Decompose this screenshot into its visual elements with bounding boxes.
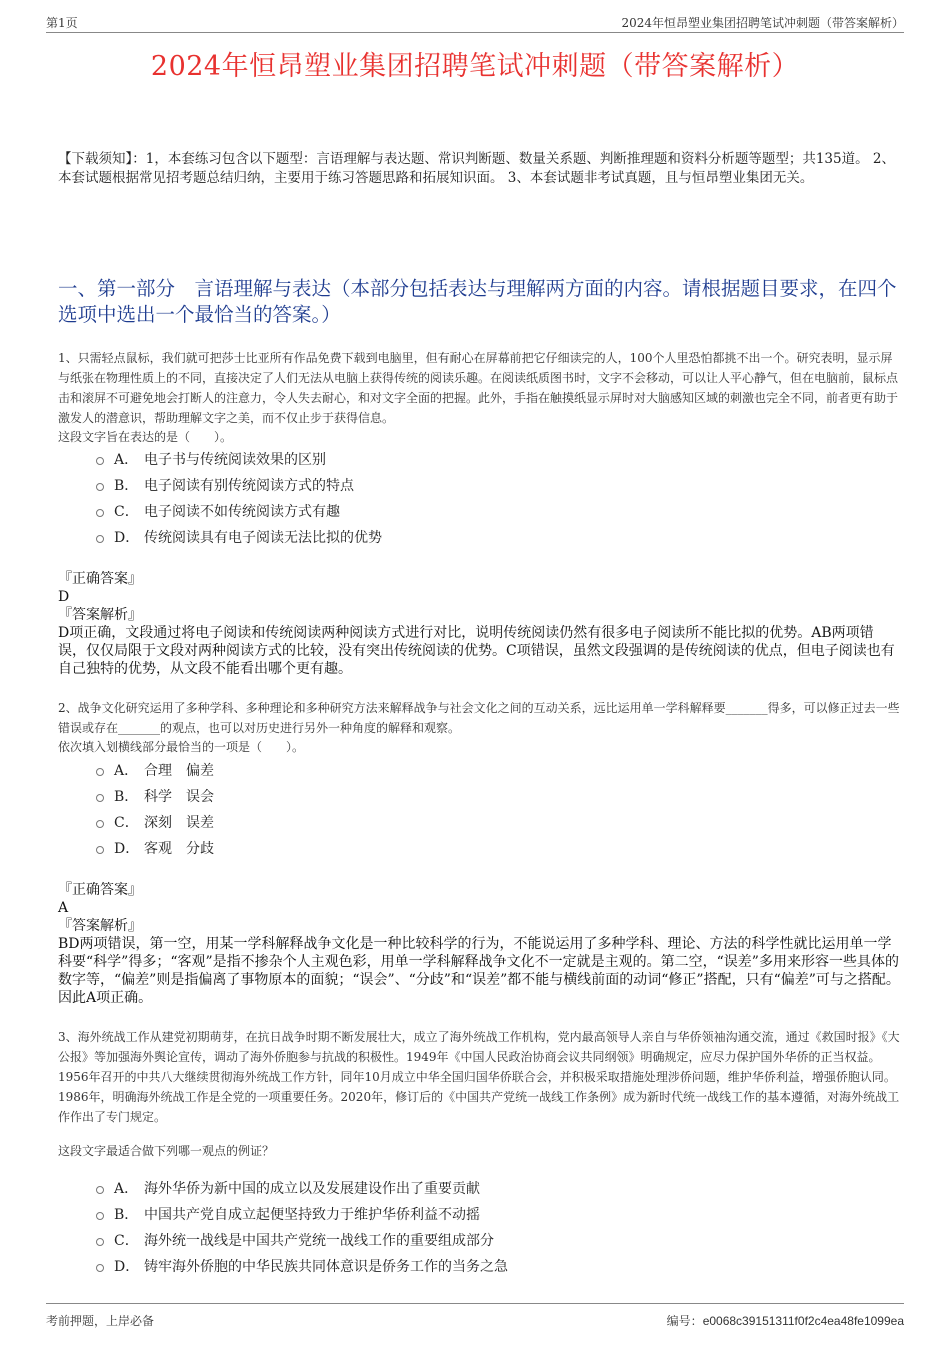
- analysis-label: 『答案解析』: [58, 607, 142, 623]
- question-3-text: 3、海外统战工作从建党初期萌芽，在抗日战争时期不断发展壮大，成立了海外统战工作机构，党内最高领导人亲自与华侨领袖沟通交流，通过《救国时报》《大公报》等加强海外舆论宣传，调动了海外侨胞参与抗战的积极性。1949年《中国人民政治协商会议共同纲领》明确规定，应尽力保护国外华侨的正当权益。1956年召开的中共八大继续贯彻海外统战工作方针，同年10月成立中华全国归国华侨联合会，并积极采取措施处理涉侨问题，维护华侨利益，增强侨胞认同。1986年，明确海外统战工作是全党的一项重要任务。2020年，修订后的《中国共产党统一战线工作条例》成为新时代统一战线工作的基本遵循，对海外统战工作作出了专门规定。: [58, 1030, 900, 1124]
- option-letter: B．: [114, 789, 139, 805]
- analysis-text: D项正确，文段通过将电子阅读和传统阅读两种阅读方式进行对比，说明传统阅读仍然有很多电子阅读所不能比拟的优势。AB两项错误，仅仅局限于文段对两种阅读方式的比较，没有突出传统阅读的优势。C项错误，虽然文段强调的是传统阅读的优点，但电子阅读也有自己独特的优势，从文段不能看出哪个更有趣。: [58, 625, 895, 677]
- option-label: 客观 分歧: [144, 841, 214, 857]
- option-label: 铸牢海外侨胞的中华民族共同体意识是侨务工作的当务之急: [144, 1259, 508, 1275]
- question-1-answer-block: [58, 570, 900, 678]
- option-c[interactable]: [96, 1227, 508, 1253]
- radio-icon[interactable]: [96, 846, 104, 854]
- option-letter: C．: [114, 504, 139, 520]
- option-label: 合理 偏差: [144, 763, 214, 779]
- question-2-prompt: 依次填入划横线部分最恰当的一项是（ ）。: [58, 740, 305, 754]
- radio-icon[interactable]: [96, 457, 104, 465]
- option-b[interactable]: [96, 1201, 508, 1227]
- radio-icon[interactable]: [96, 535, 104, 543]
- option-b[interactable]: [96, 783, 214, 809]
- radio-icon[interactable]: [96, 1264, 104, 1272]
- option-letter: C．: [114, 1233, 139, 1249]
- answer-label: 『正确答案』: [58, 571, 142, 587]
- footer-slogan: 考前押题，上岸必备: [46, 1314, 155, 1328]
- question-2-options: [96, 757, 214, 861]
- option-letter: D．: [114, 841, 140, 857]
- option-c[interactable]: [96, 809, 214, 835]
- option-letter: A．: [114, 763, 139, 779]
- option-label: 海外统一战线是中国共产党统一战线工作的重要组成部分: [144, 1233, 494, 1249]
- option-b[interactable]: [96, 472, 382, 498]
- page-footer: [46, 1303, 904, 1328]
- option-d[interactable]: [96, 835, 214, 861]
- radio-icon[interactable]: [96, 794, 104, 802]
- radio-icon[interactable]: [96, 483, 104, 491]
- correct-answer: D: [58, 589, 70, 605]
- correct-answer: A: [58, 900, 69, 916]
- radio-icon[interactable]: [96, 1212, 104, 1220]
- analysis-label: 『答案解析』: [58, 918, 142, 934]
- radio-icon[interactable]: [96, 1186, 104, 1194]
- question-3-prompt: 这段文字最适合做下列哪一观点的例证？: [58, 1144, 275, 1158]
- answer-label: 『正确答案』: [58, 882, 142, 898]
- radio-icon[interactable]: [96, 820, 104, 828]
- option-d[interactable]: [96, 1253, 508, 1279]
- question-1-prompt: 这段文字旨在表达的是（ ）。: [58, 430, 233, 444]
- option-a[interactable]: [96, 757, 214, 783]
- question-2-text: 2、战争文化研究运用了多种学科、多种理论和多种研究方法来解释战争与社会文化之间的互动关系，远比运用单一学科解释要_______得多，可以修正过去一些错误或存在_______的观点，也可以对历史进行另外一种角度的解释和观察。: [58, 701, 900, 735]
- radio-icon[interactable]: [96, 768, 104, 776]
- option-letter: B．: [114, 478, 139, 494]
- option-label: 中国共产党自成立起便坚持致力于维护华侨利益不动摇: [144, 1207, 480, 1223]
- question-1-options: [96, 446, 382, 550]
- option-letter: D．: [114, 1259, 140, 1275]
- code-label: 编号：: [666, 1314, 703, 1328]
- question-3-options: [96, 1175, 508, 1279]
- document-code: [667, 1312, 904, 1329]
- code-value: e0068c39151311f0f2c4ea48fe1099ea: [702, 1314, 904, 1328]
- radio-icon[interactable]: [96, 509, 104, 517]
- analysis-text: BD两项错误，第一空，用某一学科解释战争文化是一种比较科学的行为，不能说运用了多种学科、理论、方法的科学性就比运用单一学科要“科学”得多；“客观”是指不掺杂个人主观色彩，用单一学科解释战争文化不一定就是主观的。第二空，“误差”多用来形容一些具体的数字等，“偏差”则是指偏离了事物原本的面貌；“误会”、“分歧”和“误差”都不能与横线前面的动词“修正”搭配，只有“偏差”可与之搭配。因此A项正确。: [58, 936, 900, 1006]
- page-title: 2024年恒昂塑业集团招聘笔试冲刺题（带答案解析）: [150, 51, 800, 82]
- option-label: 电子书与传统阅读效果的区别: [144, 452, 326, 468]
- option-label: 深刻 误差: [144, 815, 214, 831]
- radio-icon[interactable]: [96, 1238, 104, 1246]
- header-doc-title: 2024年恒昂塑业集团招聘笔试冲刺题（带答案解析）: [621, 16, 904, 30]
- option-letter: A．: [114, 452, 139, 468]
- option-letter: A．: [114, 1181, 139, 1197]
- option-a[interactable]: [96, 446, 382, 472]
- option-letter: B．: [114, 1207, 139, 1223]
- page-number: 第1页: [46, 16, 78, 30]
- option-c[interactable]: [96, 498, 382, 524]
- option-a[interactable]: [96, 1175, 508, 1201]
- option-letter: C．: [114, 815, 139, 831]
- question-2-answer-block: [58, 881, 900, 1007]
- option-label: 电子阅读不如传统阅读方式有趣: [144, 504, 340, 520]
- question-1-text: 1、只需轻点鼠标，我们就可把莎士比亚所有作品免费下载到电脑里，但有耐心在屏幕前把它仔细读完的人，100个人里恐怕都挑不出一个。研究表明，显示屏与纸张在物理性质上的不同，直接决定了人们无法从电脑上获得传统的阅读乐趣。在阅读纸质图书时，文字不会移动，可以让人平心静气，但在电脑前，鼠标点击和滚屏不可避免地会打断人的注意力，令人失去耐心，和对文字全面的把握。此外，手指在触摸纸显示屏时对大脑感知区域的刺激也完全不同，前者更有助于激发人的潜意识，帮助理解文字之美，而不仅止步于获得信息。: [58, 351, 899, 425]
- option-letter: D．: [114, 530, 140, 546]
- download-notice: 【下载须知】：1，本套练习包含以下题型：言语理解与表达题、常识判断题、数量关系题、判断推理题和资料分析题等题型；共135道。 2、本套试题根据常见招考题总结归纳，主要用于练习答题思路和拓展知识面。 3、本套试题非考试真题，且与恒昂塑业集团无关。: [58, 151, 895, 186]
- option-label: 海外华侨为新中国的成立以及发展建设作出了重要贡献: [144, 1181, 480, 1197]
- option-label: 传统阅读具有电子阅读无法比拟的优势: [144, 530, 382, 546]
- option-d[interactable]: [96, 524, 382, 550]
- section-heading: 一、第一部分 言语理解与表达（本部分包括表达与理解两方面的内容。请根据题目要求，在四个选项中选出一个最恰当的答案。）: [58, 277, 897, 326]
- page-header: [46, 14, 904, 33]
- option-label: 科学 误会: [144, 789, 214, 805]
- option-label: 电子阅读有别传统阅读方式的特点: [144, 478, 354, 494]
